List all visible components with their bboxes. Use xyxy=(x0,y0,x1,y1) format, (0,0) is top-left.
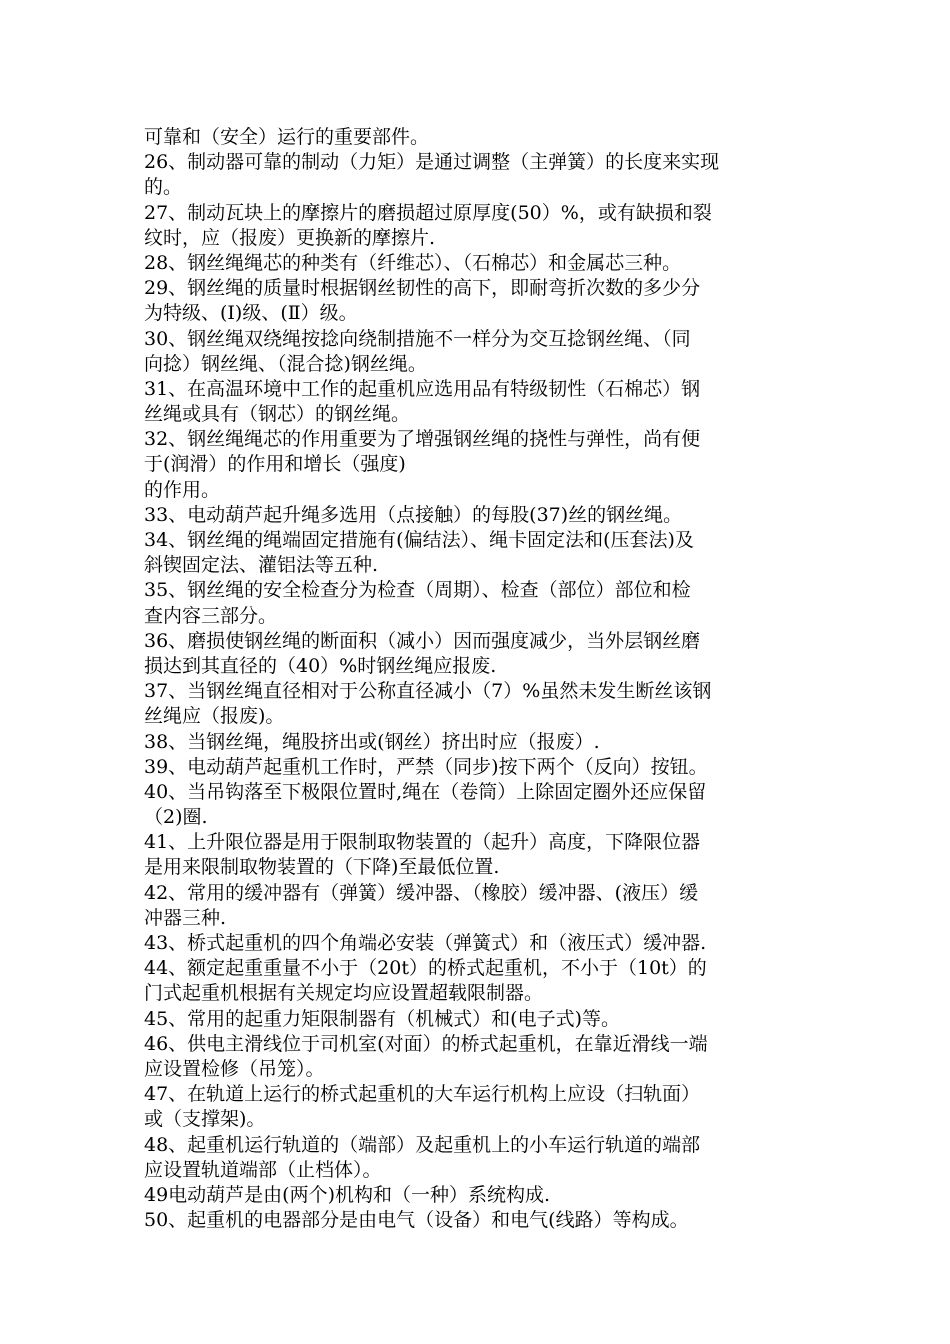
text-line: 46、供电主滑线位于司机室(对面）的桥式起重机，在靠近滑线一端 xyxy=(144,1032,708,1055)
text-line: 冲器三种. xyxy=(144,906,227,929)
text-line: 应设置检修（吊笼）。 xyxy=(144,1057,325,1080)
text-line: 29、钢丝绳的质量时根据钢丝韧性的高下，即耐弯折次数的多少分 xyxy=(144,277,701,300)
text-line: 45、常用的起重力矩限制器有（机械式）和(电子式)等。 xyxy=(144,1007,621,1030)
text-line: 42、常用的缓冲器有（弹簧）缓冲器、（橡胶）缓冲器、(液压）缓 xyxy=(144,881,699,904)
text-line: 33、电动葫芦起升绳多选用（点接触）的每股(37)丝的钢丝绳。 xyxy=(144,503,683,526)
text-line: 48、起重机运行轨道的（端部）及起重机上的小车运行轨道的端部 xyxy=(144,1133,701,1156)
text-line: 门式起重机根据有关规定均应设置超载限制器。 xyxy=(144,982,544,1005)
text-line: 查内容三部分。 xyxy=(144,604,278,627)
text-line: 向捻）钢丝绳、（混合捻)钢丝绳。 xyxy=(144,352,427,375)
text-line: 28、钢丝绳绳芯的种类有（纤维芯）、（石棉芯）和金属芯三种。 xyxy=(144,251,682,274)
text-line: 30、钢丝绳双绕绳按捻向绕制措施不一样分为交互捻钢丝绳、（同 xyxy=(144,327,691,350)
text-line: 或（支撑架)。 xyxy=(144,1108,266,1131)
text-line: 纹时，应（报废）更换新的摩擦片. xyxy=(144,226,436,249)
text-line: 可靠和（安全）运行的重要部件。 xyxy=(144,126,430,148)
text-line: 为特级、(Ⅰ)级、(Ⅱ）级。 xyxy=(144,302,358,325)
text-line: 41、上升限位器是用于限制取物装置的（起升）高度，下降限位器 xyxy=(144,831,701,854)
text-line: 斜锲固定法、灌铝法等五种. xyxy=(144,554,379,577)
text-line: （2)圈. xyxy=(144,806,208,829)
text-line: 43、桥式起重机的四个角端必安装（弹簧式）和（液压式）缓冲器. xyxy=(144,932,707,954)
text-line: 35、钢丝绳的安全检查分为检查（周期）、检查（部位）部位和检 xyxy=(144,579,691,602)
text-line: 38、当钢丝绳，绳股挤出或(钢丝）挤出时应（报废）. xyxy=(144,730,600,753)
text-line: 27、制动瓦块上的摩擦片的磨损超过原厚度(50）%，或有缺损和裂 xyxy=(144,201,712,224)
text-line: 31、在高温环境中工作的起重机应选用品有特级韧性（石棉芯）钢 xyxy=(144,377,701,400)
text-line: 26、制动器可靠的制动（力矩）是通过调整（主弹簧）的长度来实现 xyxy=(144,151,720,174)
text-line: 40、当吊钩落至下极限位置时,绳在（卷筒）上除固定圈外还应保留 xyxy=(144,780,707,803)
text-line: 44、额定起重重量不小于（20t）的桥式起重机，不小于（10t）的 xyxy=(144,957,707,980)
text-line: 应设置轨道端部（止档体）。 xyxy=(144,1158,382,1181)
text-line: 49电动葫芦是由(两个)机构和（一种）系统构成. xyxy=(144,1183,551,1206)
text-line: 34、钢丝绳的绳端固定措施有(偏结法）、绳卡固定法和(压套法)及 xyxy=(144,529,694,551)
text-line: 的。 xyxy=(144,176,183,199)
text-line: 丝绳或具有（钢芯）的钢丝绳。 xyxy=(144,403,411,426)
text-line: 47、在轨道上运行的桥式起重机的大车运行机构上应设（扫轨面） xyxy=(144,1083,701,1106)
text-line: 是用来限制取物装置的（下降)至最低位置. xyxy=(144,856,500,879)
text-line: 损达到其直径的（40）%时钢丝绳应报废. xyxy=(144,654,497,677)
text-line: 37、当钢丝绳直径相对于公称直径减小（7）%虽然未发生断丝该钢 xyxy=(144,680,712,703)
text-line: 丝绳应（报废)。 xyxy=(144,705,285,728)
text-line: 于(润滑）的作用和增长（强度) xyxy=(144,453,406,476)
text-line: 50、起重机的电器部分是由电气（设备）和电气(线路）等构成。 xyxy=(144,1209,689,1232)
text-line: 32、钢丝绳绳芯的作用重要为了增强钢丝绳的挠性与弹性，尚有便 xyxy=(144,428,701,451)
text-line: 39、电动葫芦起重机工作时，严禁（同步)按下两个（反向）按钮。 xyxy=(144,755,708,778)
document-body xyxy=(144,125,808,1233)
text-line: 36、磨损使钢丝绳的断面积（减小）因而强度减少，当外层钢丝磨 xyxy=(144,629,701,652)
text-line: 的作用。 xyxy=(144,478,221,501)
